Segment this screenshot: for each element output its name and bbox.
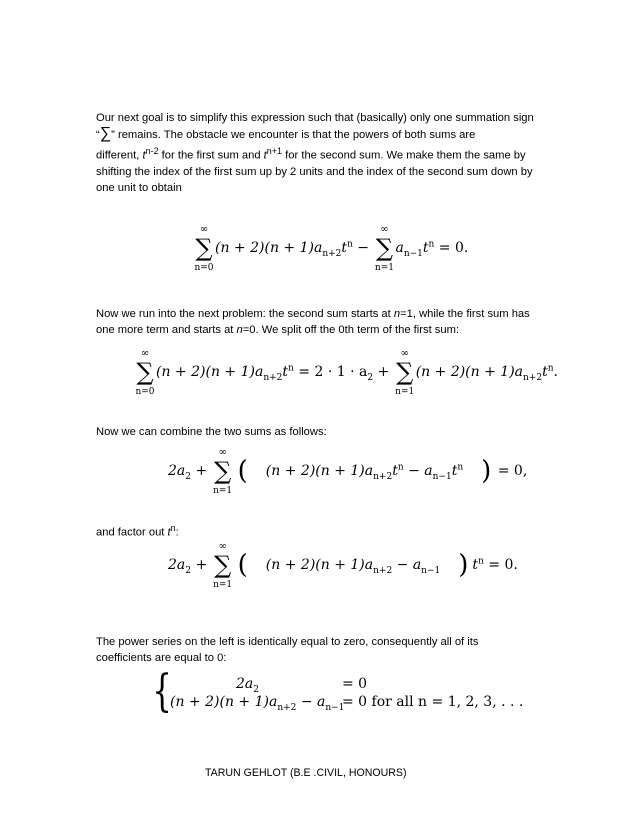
para1-line3 <box>96 143 548 164</box>
para1-line3-a: different, <box>96 149 143 162</box>
summation-5: ∞ ∑ n=1 <box>213 447 233 496</box>
para1-line4: shifting the index of the first sum up by 2 units and the index of the second sum down by <box>96 165 533 178</box>
footer-author: TARUN GEHLOT (B.E .CIVIL, HONOURS) <box>205 767 407 779</box>
summation-2: ∞ ∑ n=1 <box>374 224 394 273</box>
left-brace: { <box>152 666 172 717</box>
para1-line3-c: for the second sum. We make them the same by <box>282 149 526 162</box>
exponent-n+1: n+1 <box>266 146 283 156</box>
quote-open: “ <box>96 129 100 141</box>
eq1-term1: (n + 2)(n + 1)a <box>215 240 323 256</box>
para1-line2 <box>96 126 548 143</box>
exponent-n-2: n-2 <box>145 146 159 156</box>
sigma-symbol: ∑ <box>99 125 112 142</box>
summation-6: ∞ ∑ n=1 <box>213 541 233 590</box>
para5-line1: The power series on the left is identically equal to zero, consequently all of its <box>96 636 479 648</box>
var-t: t <box>263 149 267 162</box>
system-row-1: $2a_2$ = 0 <box>236 676 368 695</box>
equation-4: $2a_2$ + ∞ ∑ n=1 ( $(n + 2)(n + 1)a_{n+2} - a_{n-1}$ ) $t^n = 0$. <box>168 541 518 590</box>
summation-3: ∞ ∑ n=0 <box>135 348 155 397</box>
summation-1: ∞ ∑ n=0 <box>194 224 214 273</box>
para1-line5: one unit to obtain <box>96 181 182 194</box>
para1-line2-rest: ” remains. The obstacle we encounter is that the powers of both sums are <box>111 129 476 141</box>
equation-3: $2a_2$ + ∞ ∑ n=1 ( $(n + 2)(n + 1)a_{n+2}t^n - a_{n-1}t^n$ ) = 0, <box>168 447 528 496</box>
summation-4: ∞ ∑ n=1 <box>395 348 415 397</box>
paragraph-5 <box>96 634 548 666</box>
paragraph-1 <box>96 110 548 196</box>
paragraph-3: Now we can combine the two sums as follows: <box>96 426 327 438</box>
para2-line1: Now we run into the next problem: the second sum starts at n=1, while the first sum has <box>96 308 530 320</box>
var-t: t <box>142 149 146 162</box>
paragraph-2 <box>96 306 556 338</box>
system-row-2: $(n + 2)(n + 1)a_{n+2} - a_{n-1}$ = 0 for all n = 1, 2, 3, . . . <box>170 694 524 713</box>
paragraph-4: and factor out $t^n$: <box>96 523 179 539</box>
para2-line2: one more term and starts at n=0. We split off the 0th term of the first sum: <box>96 324 460 336</box>
eq1-term2: a <box>395 240 404 256</box>
equation-1: ∞ ∑ n=0 $(n + 2)(n + 1)a_{n+2}t^n$ − ∞ ∑ n=1 $a_{n-1}t^n = 0$. <box>194 224 469 273</box>
para1-line1: Our next goal is to simplify this expression such that (basically) only one summation sign <box>96 112 534 124</box>
para5-line2: coefficients are equal to 0: <box>96 652 227 664</box>
equation-2: ∞ ∑ n=0 $(n + 2)(n + 1)a_{n+2}t^n = 2 \cdot 1 \cdot a_2$ + ∞ ∑ n=1 $(n + 2)(n + 1)a_{n+2}t^n$. <box>135 348 558 397</box>
para1-line3-b: for the first sum and <box>158 149 264 162</box>
